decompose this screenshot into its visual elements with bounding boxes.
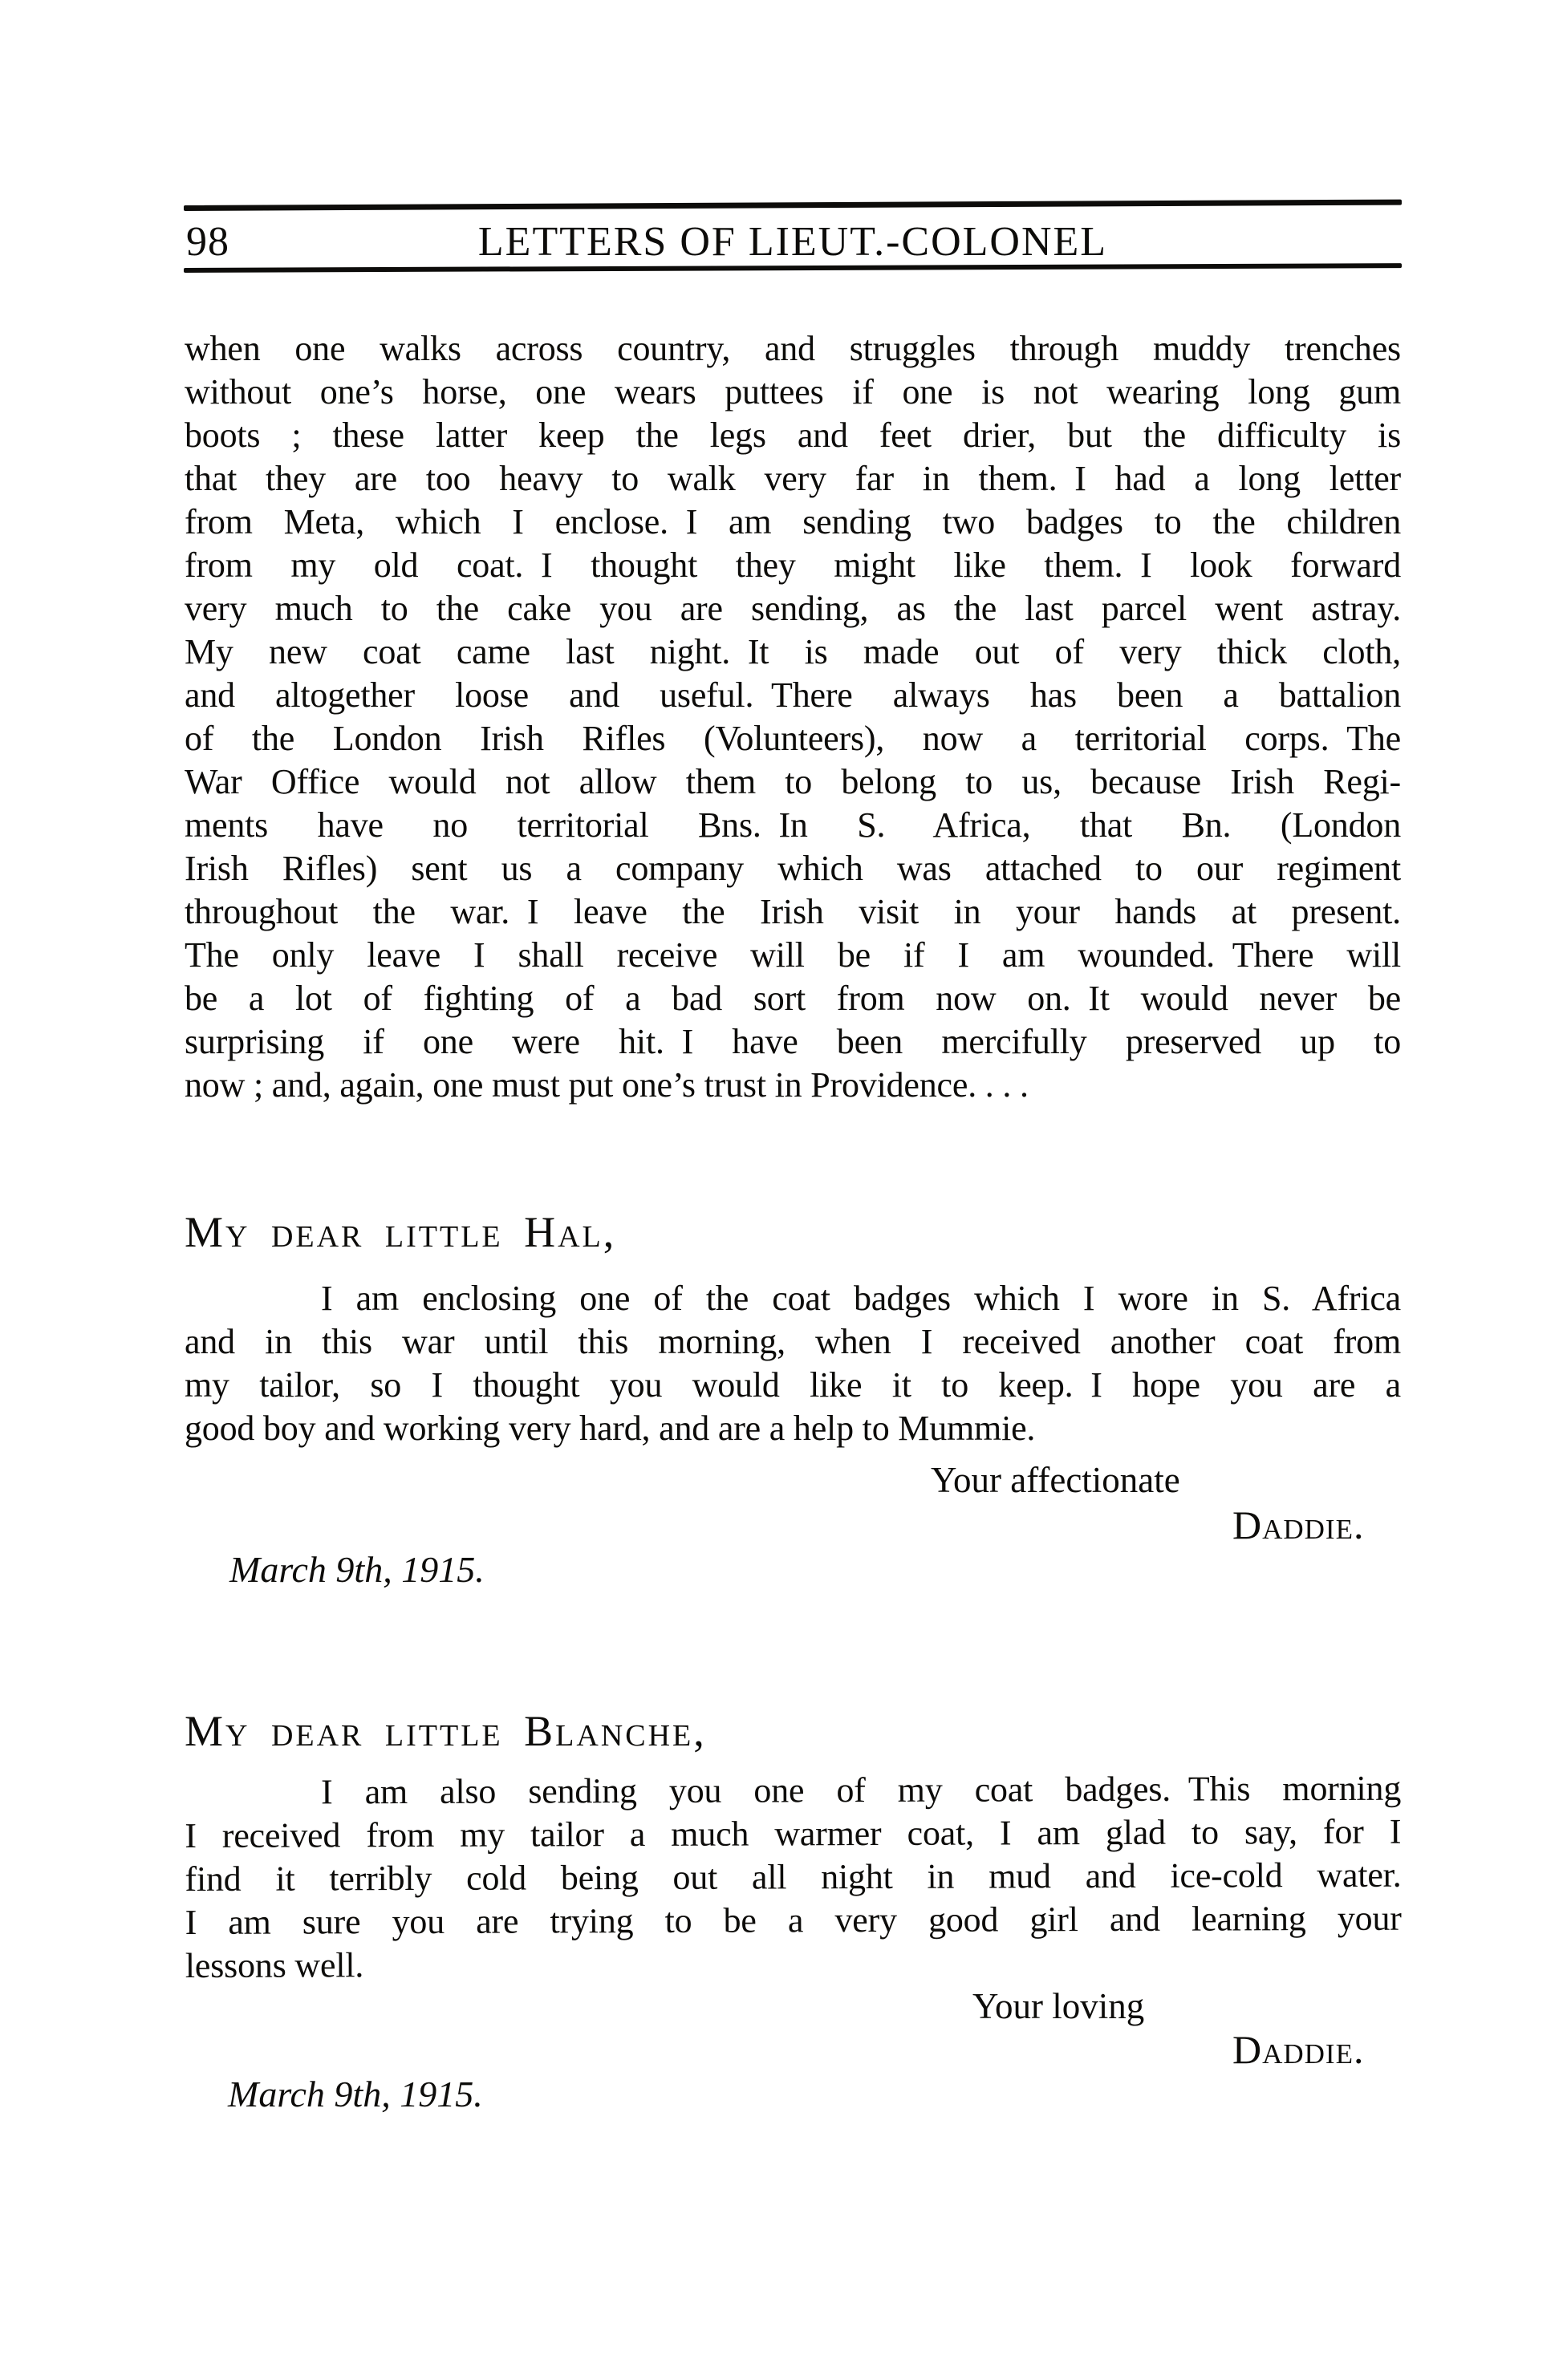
paragraph-line: from Meta, which I enclose. I am sending two badges to the children xyxy=(185,502,1401,541)
paragraph-line: when one walks across country, and struggles through muddy trenches xyxy=(185,329,1401,368)
letter-line: lessons well. xyxy=(185,1945,364,1985)
letter-line: I am also sending you one of my coat badges. This morning xyxy=(321,1768,1402,1812)
letter-date: March 9th, 1915. xyxy=(228,2074,483,2114)
paragraph-line: of the London Irish Rifles (Volunteers), now a territorial corps. The xyxy=(185,719,1401,758)
paragraph-line: and altogether loose and useful. There always has been a battalion xyxy=(185,675,1401,715)
paragraph-line: throughout the war. I leave the Irish visit in your hands at present. xyxy=(185,892,1401,931)
paragraph-line: boots ; these latter keep the legs and feet drier, but the difficulty is xyxy=(185,416,1401,455)
paragraph-line: that they are too heavy to walk very far in them. I had a long letter xyxy=(185,459,1401,498)
paragraph-line: from my old coat. I thought they might like them. I look forward xyxy=(185,545,1401,585)
valediction: Your affectionate xyxy=(931,1460,1180,1500)
letter-hal xyxy=(185,1208,1401,1256)
letter-salutation: My dear little Hal, xyxy=(185,1208,617,1256)
body-paragraph xyxy=(185,327,1401,1107)
paragraph-line: My new coat came last night. It is made out of very thick cloth, xyxy=(185,632,1401,671)
signature: Daddie. xyxy=(1232,2027,1365,2072)
letter-line: good boy and working very hard, and are a help to Mummie. xyxy=(185,1409,1036,1448)
paragraph-line: be a lot of fighting of a bad sort from now on. It would never be xyxy=(185,979,1401,1018)
letter-line: I am sure you are trying to be a very good girl and learning your xyxy=(185,1898,1402,1942)
letter-salutation: My dear little Blanche, xyxy=(185,1707,707,1755)
paragraph-line: War Office would not allow them to belong to us, because Irish Regi- xyxy=(185,762,1401,801)
letter-blanche xyxy=(185,1707,1401,1755)
paragraph-line: now ; and, again, one must put one’s trust in Providence. . . . xyxy=(185,1065,1029,1105)
letter-line: I received from my tailor a much warmer coat, I am glad to say, for I xyxy=(185,1811,1402,1855)
header-rule-top xyxy=(184,200,1402,211)
letter-line: and in this war until this morning, when I received another coat from xyxy=(185,1322,1401,1361)
letter-hal-body xyxy=(185,1277,1401,1450)
paragraph-line: Irish Rifles) sent us a company which was attached to our regiment xyxy=(185,849,1401,888)
page-number: 98 xyxy=(186,219,229,265)
letter-line: I am enclosing one of the coat badges which I wore in S. Africa xyxy=(321,1279,1401,1318)
letter-blanche-body xyxy=(185,1767,1402,1988)
paragraph-line: very much to the cake you are sending, as the last parcel went astray. xyxy=(185,589,1401,628)
paragraph-line: surprising if one were hit. I have been mercifully preserved up to xyxy=(185,1022,1401,1061)
signature: Daddie. xyxy=(1232,1502,1365,1547)
running-header-title: LETTERS OF LIEUT.-COLONEL xyxy=(477,219,1108,265)
paragraph-line: ments have no territorial Bns. In S. Africa, that Bn. (London xyxy=(185,805,1401,845)
letter-line: find it terribly cold being out all night in mud and ice-cold water. xyxy=(185,1855,1402,1899)
letter-line: my tailor, so I thought you would like it to keep. I hope you are a xyxy=(185,1365,1401,1405)
paragraph-line: without one’s horse, one wears puttees if one is not wearing long gum xyxy=(185,372,1401,412)
running-header xyxy=(185,220,1401,266)
letter-date: March 9th, 1915. xyxy=(229,1549,485,1590)
paragraph-line: The only leave I shall receive will be if I am wounded. There will xyxy=(185,935,1401,975)
valediction: Your loving xyxy=(972,1986,1145,2026)
